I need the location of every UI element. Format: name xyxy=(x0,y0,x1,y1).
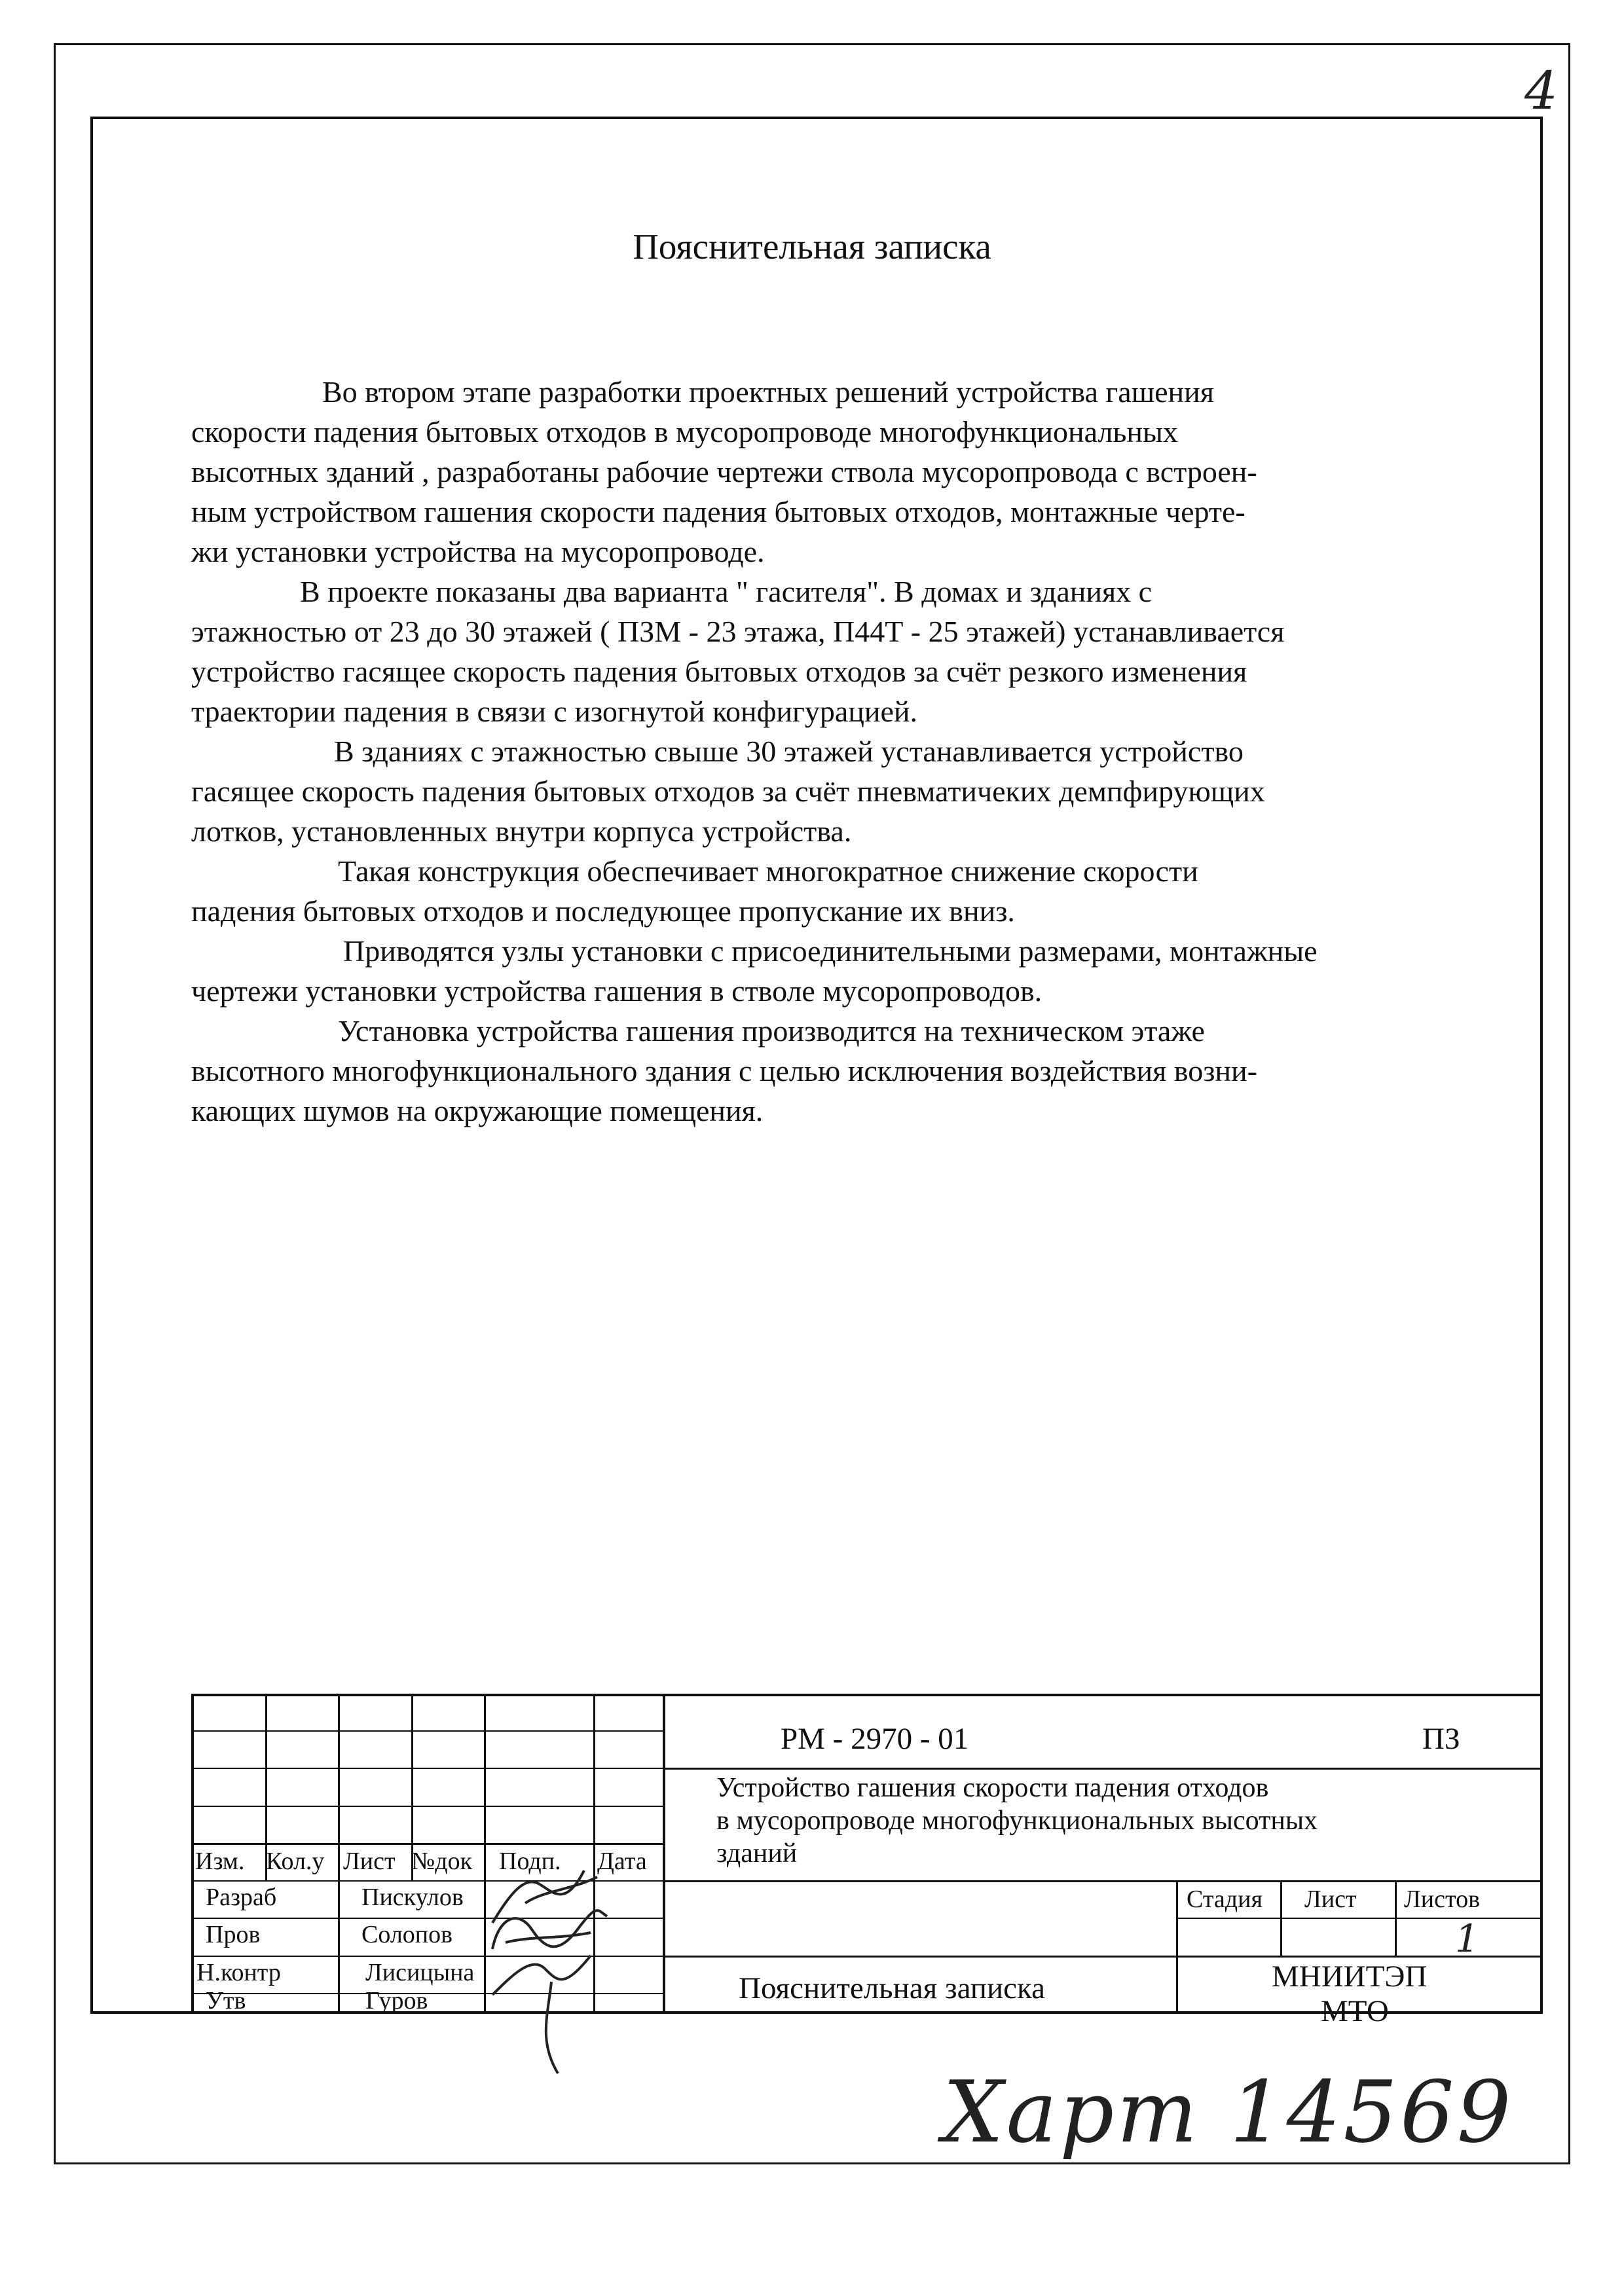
name-nkontr: Лисицына xyxy=(365,1959,475,1986)
role-prov: Пров xyxy=(206,1921,261,1948)
header-ndok: №док xyxy=(411,1848,473,1875)
text-line: лотков, установленных внутри корпуса устройства. xyxy=(191,814,852,848)
text-line: Во втором этапе разработки проектных решений устройства гашения xyxy=(322,375,1214,409)
header-kolu: Кол.у xyxy=(266,1848,325,1875)
archive-note: Харт 14569 xyxy=(943,2062,1514,2162)
explanatory-text xyxy=(191,372,1475,1131)
sheet-name: Пояснительная записка xyxy=(739,1971,1045,2005)
text-line: кающих шумов на окружающие помещения. xyxy=(191,1094,764,1127)
doc-title-line1: Устройство гашения скорости падения отходов xyxy=(716,1773,1269,1803)
header-list: Лист xyxy=(343,1848,396,1875)
text-line: чертежи установки устройства гашения в стволе мусоропроводов. xyxy=(191,974,1043,1008)
text-line: траектории падения в связи с изогнутой конфигурацией. xyxy=(191,695,918,728)
doc-title-line2: в мусоропроводе многофункциональных высотных xyxy=(716,1806,1318,1836)
text-line: В проекте показаны два варианта " гасителя". В домах и зданиях с xyxy=(300,575,1153,608)
text-line: Приводятся узлы установки с присоединительными размерами, монтажные xyxy=(343,934,1318,968)
stage-label: Стадия xyxy=(1187,1886,1263,1913)
name-prov: Солопов xyxy=(361,1921,453,1948)
role-nkontr: Н.контр xyxy=(196,1959,281,1986)
role-utv: Утв xyxy=(206,1987,246,2014)
text-line: Такая конструкция обеспечивает многократное снижение скорости xyxy=(338,854,1198,888)
text-line: устройство гасящее скорость падения бытовых отходов за счёт резкого изменения xyxy=(191,655,1247,688)
text-line: жи установки устройства на мусоропроводе. xyxy=(191,535,765,568)
name-razrab: Пискулов xyxy=(361,1884,464,1911)
sheets-value: 1 xyxy=(1455,1916,1479,1961)
header-data: Дата xyxy=(597,1848,647,1875)
text-line: этажностью от 23 до 30 этажей ( ПЗМ - 23 этажа, П44Т - 25 этажей) устанавливается xyxy=(191,615,1285,648)
text-line: скорости падения бытовых отходов в мусоропроводе многофункциональных xyxy=(191,415,1178,448)
text-line: Установка устройства гашения производится на техническом этаже xyxy=(338,1014,1205,1048)
header-izm: Изм. xyxy=(195,1848,245,1875)
signature-nkontr xyxy=(486,1949,597,2080)
org-unit: МТО xyxy=(1321,1994,1389,2028)
sheets-label: Листов xyxy=(1404,1886,1481,1913)
text-line: В зданиях с этажностью свыше 30 этажей устанавливается устройство xyxy=(334,735,1244,768)
text-line: гасящее скорость падения бытовых отходов за счёт пневматичеких демпфирующих xyxy=(191,774,1265,808)
page-number: 4 xyxy=(1524,60,1558,121)
doc-type: ПЗ xyxy=(1422,1722,1460,1756)
text-line: падения бытовых отходов и последующее пропускание их вниз. xyxy=(191,894,1015,928)
text-line: высотного многофункционального здания с целью исключения воздействия возни- xyxy=(191,1054,1257,1087)
title-block xyxy=(191,1694,1540,2028)
text-line: высотных зданий , разработаны рабочие чертежи ствола мусоропровода с встроен- xyxy=(191,455,1257,488)
doc-code: РМ - 2970 - 01 xyxy=(781,1722,969,1756)
document-title: Пояснительная записка xyxy=(633,227,991,266)
name-utv: Гуров xyxy=(365,1987,428,2014)
org-name: МНИИТЭП xyxy=(1272,1959,1428,1994)
text-line: ным устройством гашения скорости падения бытовых отходов, монтажные черте- xyxy=(191,495,1246,528)
doc-title-line3: зданий xyxy=(716,1838,798,1868)
header-podp: Подп. xyxy=(499,1848,561,1875)
sheet-label: Лист xyxy=(1304,1886,1357,1913)
role-razrab: Разраб xyxy=(206,1884,277,1911)
